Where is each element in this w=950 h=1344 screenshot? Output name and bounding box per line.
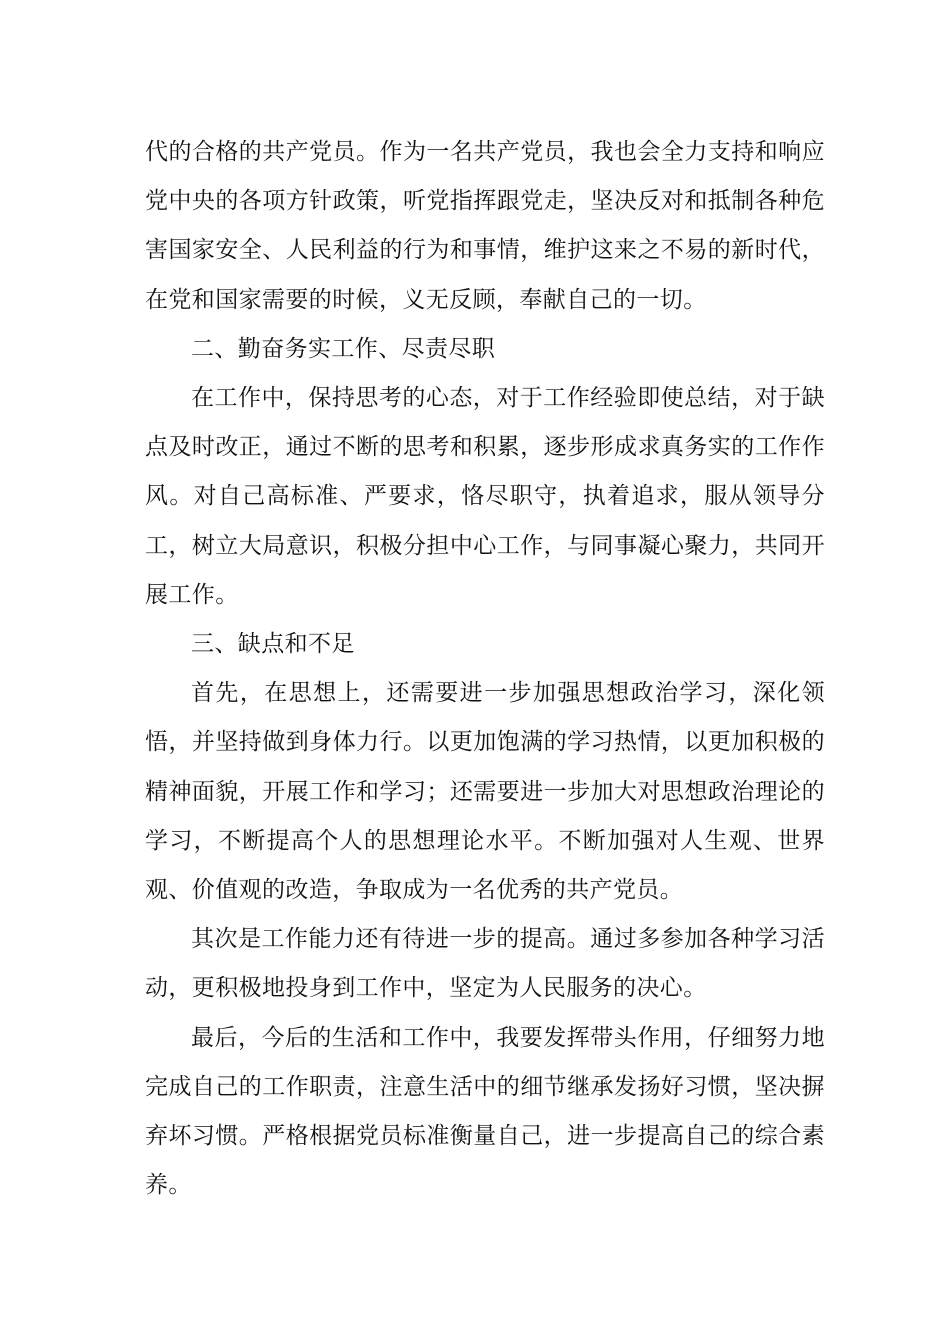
section-heading-3: 三、缺点和不足	[191, 631, 355, 658]
document-body	[145, 128, 825, 1210]
paragraph-work-attitude: 在工作中，保持思考的心态，对于工作经验即使总结，对于缺点及时改正，通过不断的思考和积累，逐步形成求真务实的工作作风。对自己高标准、严要求，恪尽职守，执着追求，服从领导分工，树立大局意识，积极分担中心工作，与同事凝心聚力，共同开展工作。	[145, 385, 825, 608]
paragraph-shortcomings-last: 最后，今后的生活和工作中，我要发挥带头作用，仔细努力地完成自己的工作职责，注意生活中的细节继承发扬好习惯，坚决摒弃坏习惯。严格根据党员标准衡量自己，进一步提高自己的综合素养。	[145, 1024, 825, 1199]
paragraph-continued: 代的合格的共产党员。作为一名共产党员，我也会全力支持和响应党中央的各项方针政策，听党指挥跟党走，坚决反对和抵制各种危害国家安全、人民利益的行为和事情，维护这来之不易的新时代，在党和国家需要的时候，义无反顾，奉献自己的一切。	[145, 139, 825, 313]
section-heading-2: 二、勤奋务实工作、尽责尽职	[191, 335, 496, 362]
paragraph-shortcomings-second: 其次是工作能力还有待进一步的提高。通过多参加各种学习活动，更积极地投身到工作中，坚定为人民服务的决心。	[145, 926, 825, 1002]
paragraph-shortcomings-first: 首先，在思想上，还需要进一步加强思想政治学习，深化领悟，并坚持做到身体力行。以更加饱满的学习热情，以更加积极的精神面貌，开展工作和学习；还需要进一步加大对思想政治理论的学习，不断提高个人的思想理论水平。不断加强对人生观、世界观、价值观的改造，争取成为一名优秀的共产党员。	[145, 680, 825, 904]
